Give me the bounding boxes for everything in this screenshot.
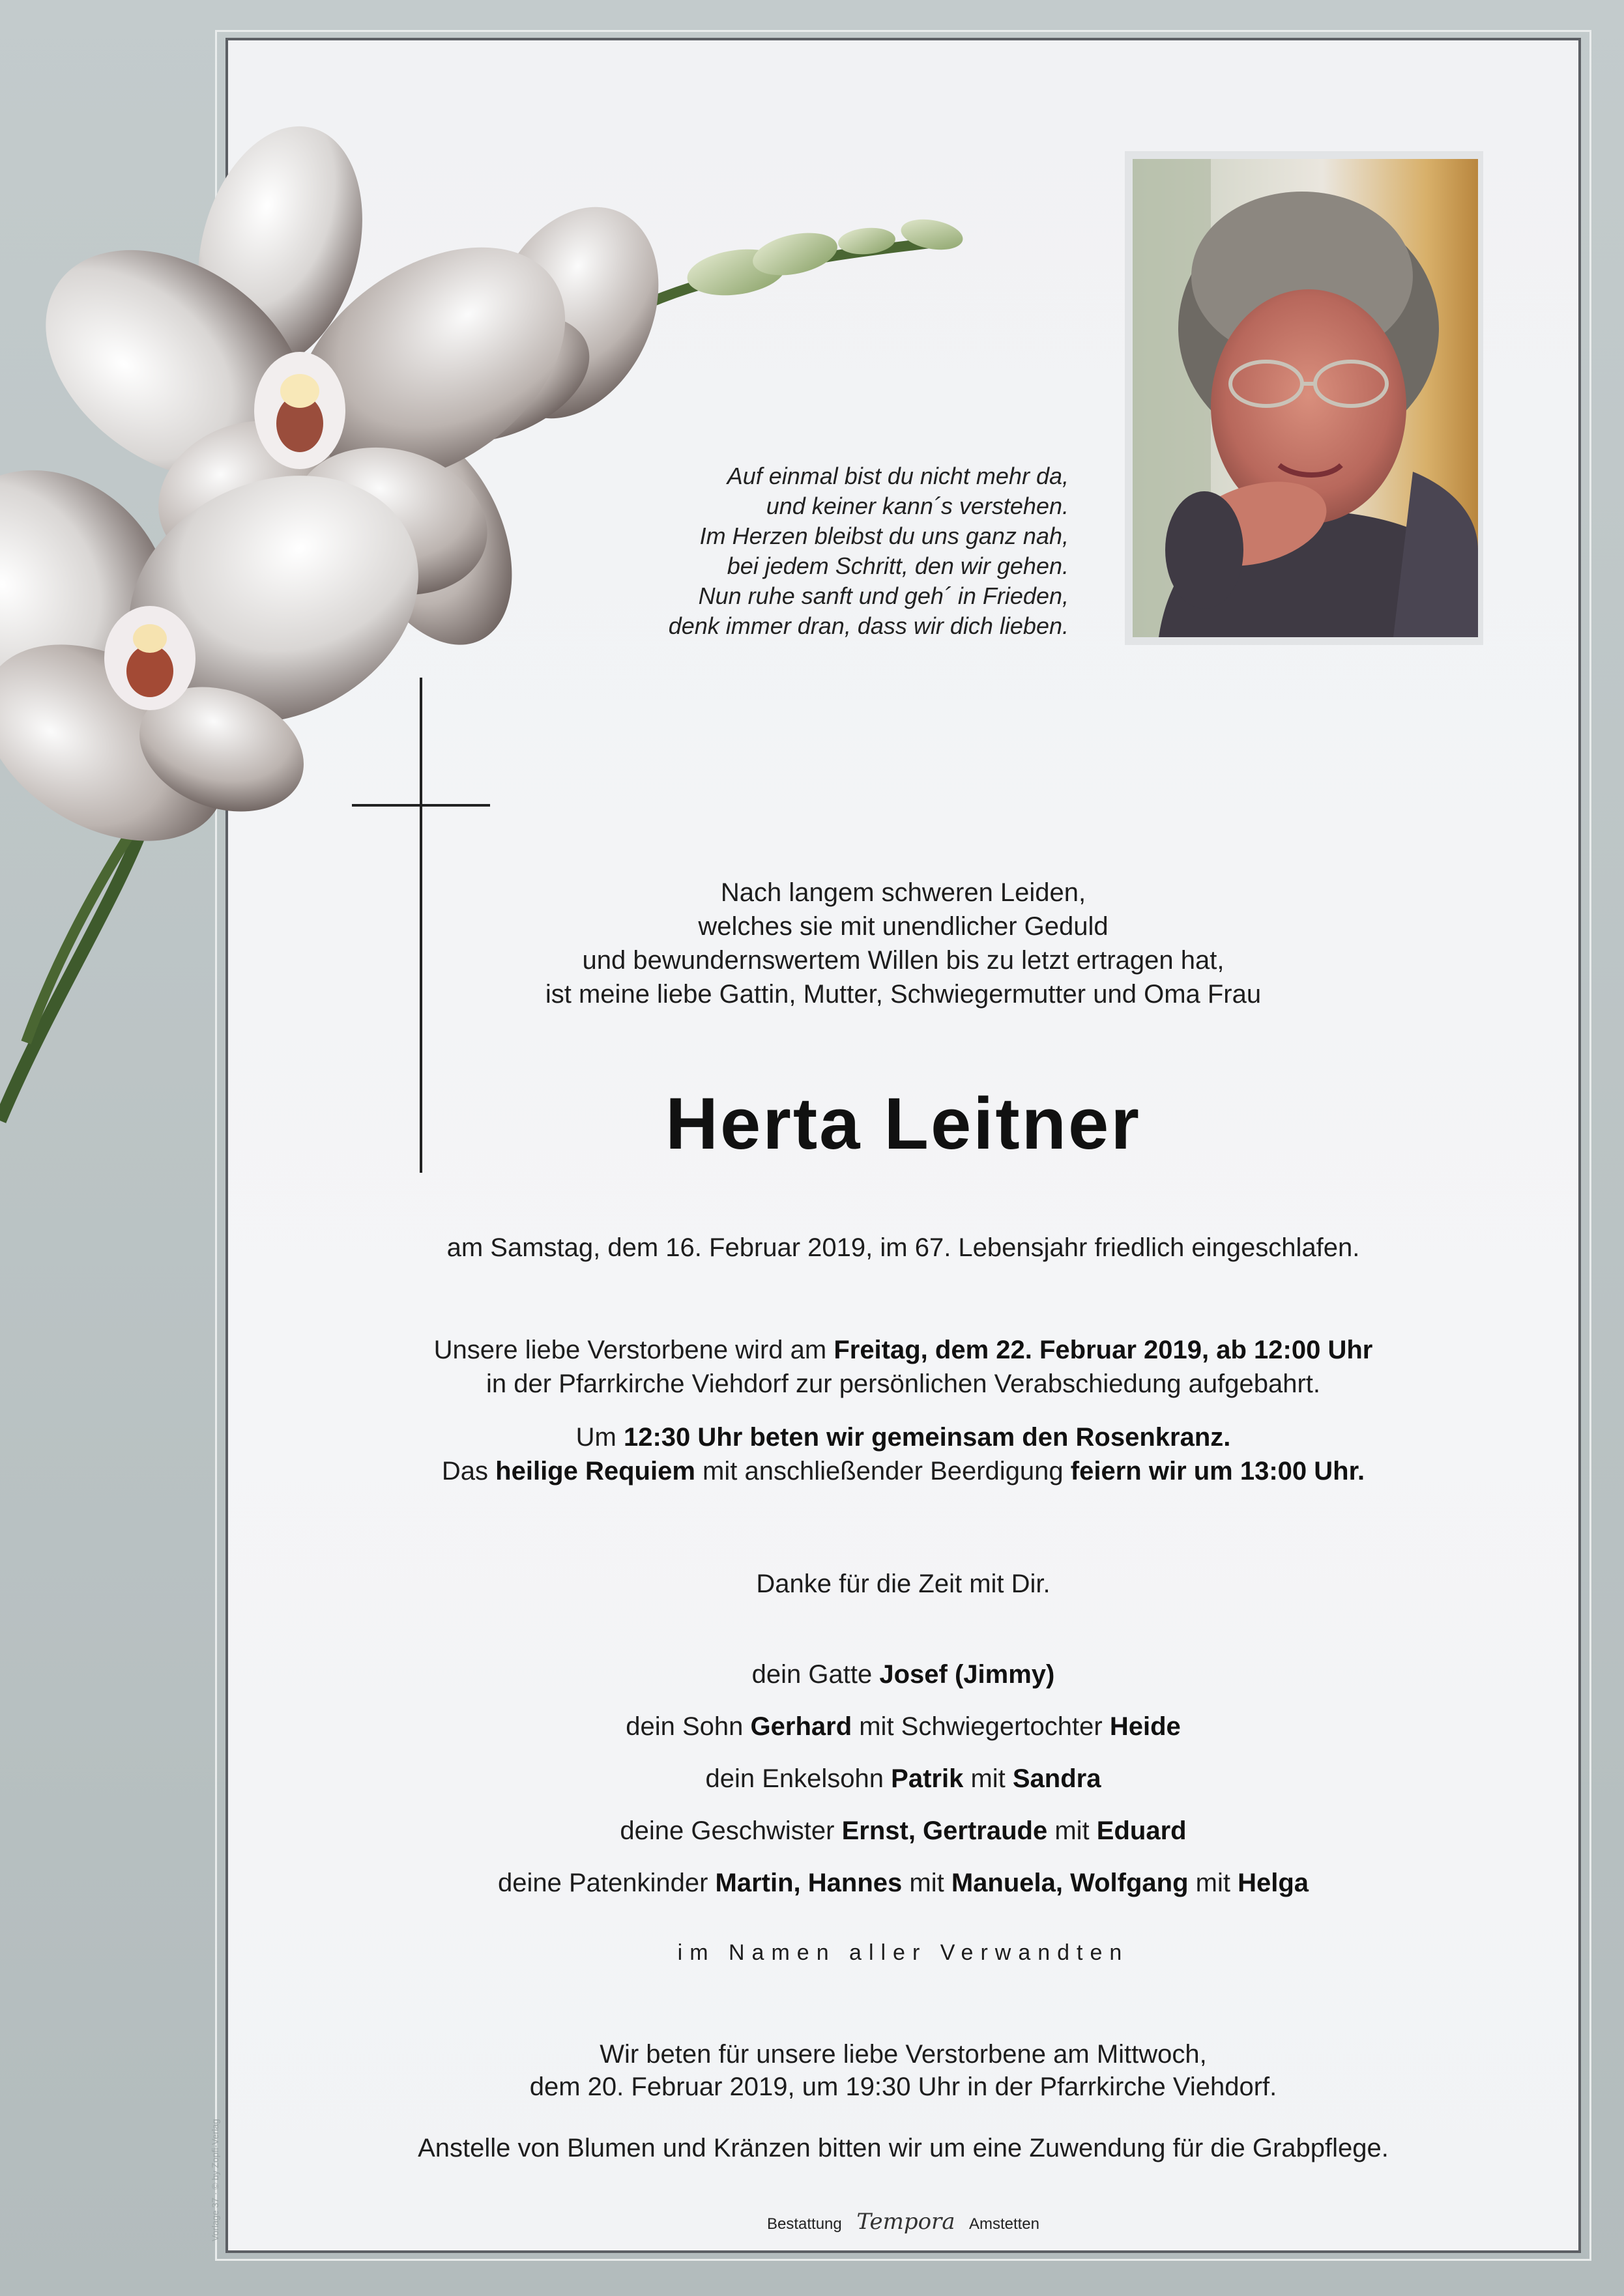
relatives-text: im Namen aller Verwandten [677,1940,1129,1965]
viewing-prefix: Unsere liebe Verstorbene wird am [433,1336,834,1364]
footer-left: Bestattung [767,2215,842,2233]
family-name: Eduard [1096,1816,1187,1845]
death-text: am Samstag, dem 16. Februar 2019, im 67. Lebensjahr friedlich eingeschlafen. [446,1233,1360,1262]
family-relation: dein Enkelsohn [705,1764,892,1793]
family-relation: dein Gatte [751,1660,880,1689]
donation-note [225,2132,1581,2164]
cross-horizontal [352,804,490,807]
prayer-info [225,2038,1581,2103]
family-name: Ernst, Gertraude [841,1816,1048,1845]
family-relation: mit [1188,1869,1238,1897]
family-name: Josef (Jimmy) [879,1660,1055,1689]
family-relation: mit [1047,1816,1097,1845]
funeral-home-footer [225,2209,1581,2235]
family-relation: deine Patenkinder [497,1869,716,1897]
family-relation: mit [902,1869,951,1897]
poem-line: Im Herzen bleibst du uns ganz nah, [699,523,1069,549]
intro-line: Nach langem schweren Leiden, [720,878,1086,907]
family-row [225,1648,1581,1700]
intro-text [225,876,1581,1011]
viewing-info [225,1333,1581,1401]
family-name: Heide [1109,1712,1181,1741]
copyright-note: Vorlage 37 · © by Zopfi-Verlag [210,2119,220,2241]
family-row [225,1857,1581,1909]
family-name: Helga [1238,1869,1309,1897]
intro-line: welches sie mit unendlicher Geduld [698,912,1109,941]
intro-line: ist meine liebe Gattin, Mutter, Schwiegermutter und Oma Frau [545,980,1262,1009]
thanks-text: Danke für die Zeit mit Dir. [756,1570,1051,1598]
requiem-text: mit anschließender Beerdigung [695,1457,1071,1485]
family-name: Patrik [891,1764,964,1793]
rosary-prefix: Um [575,1423,624,1452]
footer-logo-text: Tempora [856,2209,955,2235]
family-name: Sandra [1012,1764,1101,1793]
family-name: Manuela, Wolfgang [951,1869,1189,1897]
family-relation: mit [963,1764,1013,1793]
viewing-line-2: in der Pfarrkirche Viehdorf zur persönlichen Verabschiedung aufgebahrt. [486,1370,1321,1398]
relatives-line [225,1936,1581,1969]
poem-line: bei jedem Schritt, den wir gehen. [727,552,1069,579]
poem-line: Nun ruhe sanft und geh´ in Frieden, [698,582,1069,609]
poem-line: Auf einmal bist du nicht mehr da, [727,463,1069,489]
footer-right: Amstetten [968,2215,1039,2233]
thanks [225,1568,1581,1600]
family-relation: mit Schwiegertochter [852,1712,1110,1741]
requiem-line [225,1454,1581,1488]
viewing-date: Freitag, dem 22. Februar 2019, ab 12:00 Uhr [834,1336,1373,1364]
family-relation: dein Sohn [626,1712,751,1741]
poem [508,461,1069,641]
donation-text: Anstelle von Blumen und Kränzen bitten wir um eine Zuwendung für die Grabpflege. [418,2134,1389,2162]
rosary-line [225,1420,1581,1454]
requiem-text: Das [441,1457,496,1485]
intro-line: und bewundernswertem Willen bis zu letzt ertragen hat, [582,946,1225,975]
family-row [225,1700,1581,1753]
requiem-bold: heilige Requiem [495,1457,695,1485]
deceased-name: Herta Leitner [665,1083,1141,1164]
family-relation: deine Geschwister [620,1816,842,1845]
prayer-line: dem 20. Februar 2019, um 19:30 Uhr in der Pfarrkirche Viehdorf. [529,2073,1277,2101]
viewing-line-1 [225,1333,1581,1367]
rosary-time: 12:30 Uhr beten wir gemeinsam den Rosenkranz. [623,1423,1231,1452]
family-row [225,1805,1581,1857]
family-list [225,1648,1581,1909]
family-row [225,1753,1581,1805]
family-name: Martin, Hannes [715,1869,903,1897]
service-info [225,1420,1581,1488]
portrait-photo [1133,159,1478,637]
poem-line: und keiner kann´s verstehen. [766,493,1069,519]
family-name: Gerhard [750,1712,852,1741]
poem-line: denk immer dran, dass wir dich lieben. [668,612,1069,639]
prayer-line: Wir beten für unsere liebe Verstorbene am Mittwoch, [600,2040,1207,2069]
requiem-time: feiern wir um 13:00 Uhr. [1070,1457,1365,1485]
death-line [225,1231,1581,1264]
